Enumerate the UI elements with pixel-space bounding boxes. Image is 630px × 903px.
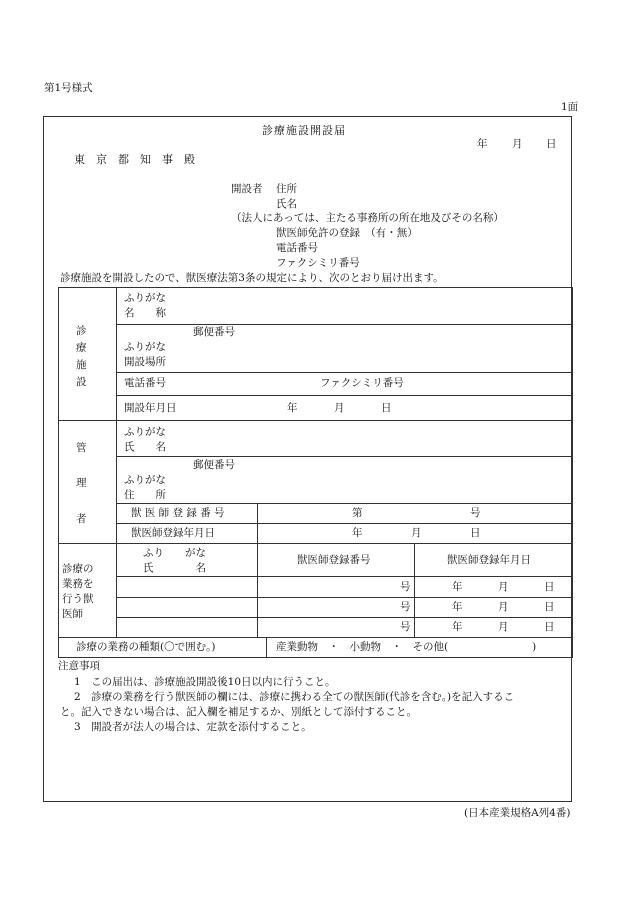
- facility-fax-label: ファクシミリ番号: [320, 377, 404, 389]
- table-rule: [257, 503, 258, 543]
- paper-size-note: (日本産業規格A列4番): [464, 807, 571, 819]
- vet-row-2-go: 号: [400, 601, 411, 613]
- vets-furigana-header: ふり がな: [143, 547, 206, 559]
- form-number: 第1号様式: [44, 82, 93, 94]
- vet-row-2-day: 日: [544, 601, 555, 613]
- vets-side-1: 診療の: [62, 563, 94, 575]
- facility-side-1: 診: [76, 325, 87, 337]
- manager-reg-go: 号: [470, 507, 481, 519]
- date-year-label: 年: [477, 138, 488, 150]
- facility-phone-label: 電話番号: [124, 377, 166, 389]
- manager-reg-day: 日: [470, 527, 481, 539]
- note-2: 2 診療の業務を行う獣医師の欄には、診療に携わる全ての獣医師(代診を含む。)を記入するこ: [74, 691, 515, 703]
- table-rule: [58, 287, 573, 288]
- business-type-label: 診療の業務の種類(〇で囲む。): [76, 641, 216, 653]
- business-type-options: 産業動物 ・ 小動物 ・ その他( ): [276, 641, 537, 653]
- vet-row-3-year: 年: [452, 621, 463, 633]
- note-2-continued: と。記入できない場合は、記入欄を補足するか、別紙として添付すること。: [60, 706, 417, 718]
- corporate-note: （法人にあっては、主たる事務所の所在地及びその名称）: [231, 212, 504, 224]
- license-label: 獣医師免許の登録 （有・無）: [276, 227, 418, 239]
- facility-postal-label: 郵便番号: [193, 326, 235, 338]
- table-rule: [58, 420, 573, 421]
- table-rule: [572, 287, 573, 657]
- vet-row-1-day: 日: [544, 581, 555, 593]
- vet-row-3-go: 号: [400, 621, 411, 633]
- addressee: 東 京 都 知 事 殿: [74, 153, 195, 166]
- manager-reg-year: 年: [352, 527, 363, 539]
- page-number: 1面: [561, 101, 579, 113]
- opened-date-label: 開設年月日: [124, 402, 177, 414]
- manager-reg-month: 月: [411, 527, 422, 539]
- table-rule: [116, 523, 573, 524]
- manager-reg-no-label: 獣 医 師 登 録 番 号: [131, 507, 225, 519]
- founder-address-label: 住所: [276, 183, 297, 195]
- table-rule: [116, 503, 573, 504]
- intro-text: 診療施設を開設したので、獣医療法第3条の規定により、次のとおり届け出ます。: [60, 272, 444, 284]
- form-title: 診療施設開設届: [262, 124, 346, 137]
- opened-day-label: 日: [381, 402, 392, 414]
- table-rule: [116, 597, 573, 598]
- founder-fax-label: ファクシミリ番号: [276, 257, 360, 269]
- table-rule: [266, 637, 267, 657]
- table-rule: [116, 395, 573, 396]
- facility-furigana-label: ふりがな: [124, 292, 166, 304]
- opened-month-label: 月: [334, 402, 345, 414]
- vet-row-3-month: 月: [498, 621, 509, 633]
- table-rule: [58, 657, 573, 658]
- founder-label: 開設者: [231, 183, 263, 195]
- manager-side-1: 管: [76, 442, 87, 454]
- manager-side-2: 理: [76, 477, 87, 489]
- manager-name-label: 氏 名: [124, 441, 166, 453]
- vets-reg-no-header: 獣医師登録番号: [297, 554, 371, 566]
- vets-side-2: 業務を: [62, 578, 94, 590]
- table-rule: [58, 287, 59, 657]
- table-rule: [116, 372, 573, 373]
- opened-year-label: 年: [287, 402, 298, 414]
- facility-side-3: 施: [76, 359, 87, 371]
- manager-furigana2-label: ふりがな: [124, 474, 166, 486]
- facility-side-2: 療: [76, 342, 87, 354]
- vet-row-2-year: 年: [452, 601, 463, 613]
- facility-location-label: 開設場所: [124, 356, 166, 368]
- date-day-label: 日: [546, 138, 557, 150]
- table-rule: [116, 456, 573, 457]
- facility-furigana2-label: ふりがな: [124, 341, 166, 353]
- table-rule: [58, 543, 573, 544]
- manager-furigana-label: ふりがな: [124, 426, 166, 438]
- vet-row-1-year: 年: [452, 581, 463, 593]
- vets-reg-date-header: 獣医師登録年月日: [447, 554, 531, 566]
- date-month-label: 月: [512, 138, 523, 150]
- vets-name-header: 氏 名: [143, 562, 206, 574]
- table-rule: [58, 637, 573, 638]
- table-rule: [116, 617, 573, 618]
- table-rule: [116, 324, 573, 325]
- table-rule: [116, 287, 117, 637]
- table-rule: [414, 543, 415, 637]
- facility-side-4: 設: [76, 376, 87, 388]
- manager-postal-label: 郵便番号: [193, 459, 235, 471]
- table-rule: [257, 543, 258, 637]
- note-1: 1 この届出は、診療施設開設後10日以内に行うこと。: [74, 676, 336, 688]
- vet-row-2-month: 月: [498, 601, 509, 613]
- vets-side-4: 医師: [62, 608, 83, 620]
- facility-name-label: 名 称: [124, 307, 166, 319]
- founder-phone-label: 電話番号: [276, 242, 318, 254]
- founder-name-label: 氏名: [276, 198, 297, 210]
- manager-reg-dai: 第: [352, 507, 363, 519]
- vets-side-3: 行う獣: [62, 593, 94, 605]
- manager-address-label: 住 所: [124, 489, 166, 501]
- manager-side-3: 者: [76, 513, 87, 525]
- vet-row-1-month: 月: [498, 581, 509, 593]
- table-rule: [116, 576, 573, 577]
- manager-reg-date-label: 獣医師登録年月日: [131, 527, 215, 539]
- notes-heading: 注意事項: [58, 660, 100, 672]
- vet-row-3-day: 日: [544, 621, 555, 633]
- vet-row-1-go: 号: [400, 581, 411, 593]
- note-3: 3 開設者が法人の場合は、定款を添付すること。: [74, 721, 312, 733]
